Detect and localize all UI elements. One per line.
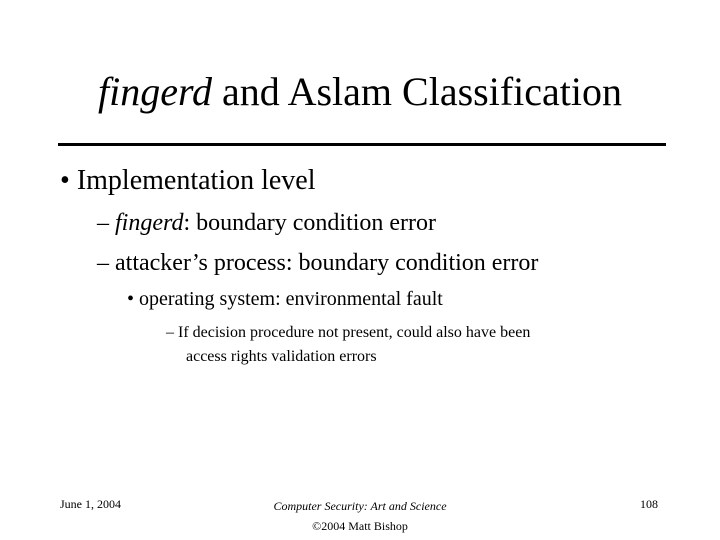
footer-copyright: ©2004 Matt Bishop bbox=[312, 519, 408, 533]
bullet-level3-text: operating system: environmental fault bbox=[139, 288, 443, 310]
bullet-level3 bbox=[127, 286, 443, 312]
title-divider bbox=[58, 143, 666, 146]
bullet-level2-italic-term: fingerd bbox=[115, 210, 184, 236]
dash-icon: – bbox=[166, 324, 174, 341]
bullet-icon: • bbox=[127, 288, 135, 310]
bullet-level4-line1: If decision procedure not present, could also have been bbox=[178, 324, 531, 341]
bullet-level2-fingerd bbox=[97, 208, 436, 238]
bullet-level1 bbox=[60, 164, 316, 198]
bullet-level2-text: : boundary condition error bbox=[183, 210, 437, 236]
bullet-level4-line2: access rights validation errors bbox=[186, 348, 377, 365]
footer-source bbox=[230, 496, 490, 536]
footer-page-number: 108 bbox=[640, 497, 658, 511]
title-italic-term: fingerd bbox=[97, 69, 213, 114]
bullet-level1-text: Implementation level bbox=[76, 165, 316, 196]
dash-icon: – bbox=[97, 210, 109, 236]
footer-date: June 1, 2004 bbox=[60, 497, 121, 511]
dash-icon: – bbox=[97, 250, 109, 276]
slide-title bbox=[0, 68, 720, 116]
bullet-level4 bbox=[166, 321, 530, 369]
bullet-level2-attacker bbox=[97, 248, 538, 278]
bullet-icon: • bbox=[60, 165, 70, 196]
title-rest: and Aslam Classification bbox=[212, 69, 622, 114]
footer-source-title: Computer Security: Art and Science bbox=[273, 499, 447, 513]
bullet-level2-text: attacker’s process: boundary condition error bbox=[115, 250, 539, 276]
